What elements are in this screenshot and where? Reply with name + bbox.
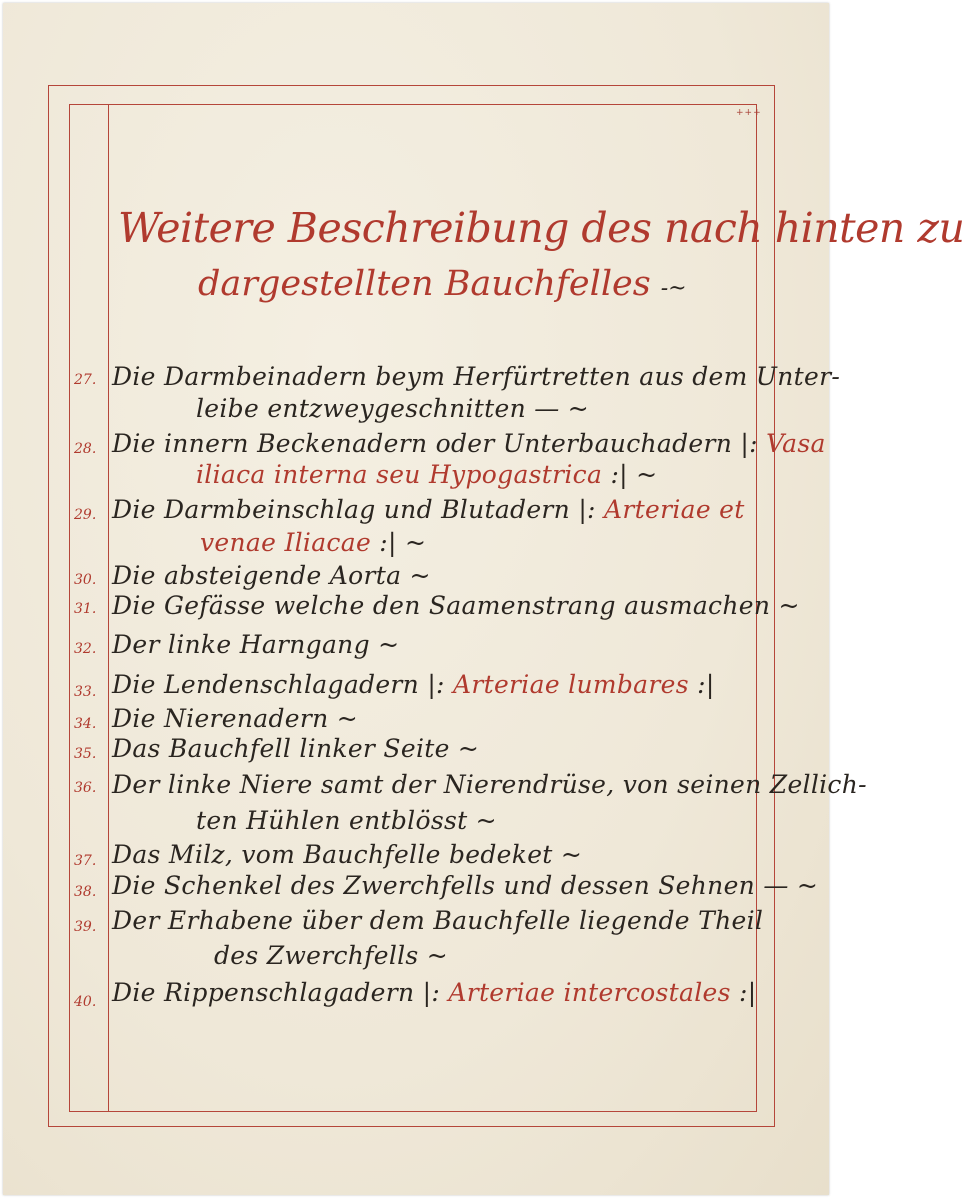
entry-text-continued [200, 528, 426, 557]
entry-text [112, 978, 756, 1007]
entry-text-continued: leibe entzweygeschnitten — ~ [196, 394, 590, 423]
entry-latin-text: Vasa [766, 429, 826, 458]
entry-latin-text: Arteriae et [604, 495, 745, 524]
entry-text-continued: ten Hühlen entblösst ~ [196, 806, 497, 835]
title-line-1: Weitere Beschreibung des nach hinten zu [118, 204, 964, 252]
entry-text: Der linke Harngang ~ [112, 630, 400, 659]
entry-latin-text: venae Iliacae [200, 528, 372, 557]
entry-text: Das Bauchfell linker Seite ~ [112, 734, 480, 763]
entry-german-text: Die Darmbeinschlag und Blutadern |: [112, 495, 596, 524]
entry-number: 40. [74, 994, 97, 1010]
entry-latin-text: iliaca interna seu Hypogastrica [196, 460, 603, 489]
entry-german-text: Die Rippenschlagadern |: [112, 978, 441, 1007]
entry-text: Die absteigende Aorta ~ [112, 561, 431, 590]
title-line-2-text: dargestellten Bauchfelles [198, 264, 651, 304]
entry-text: Die Schenkel des Zwerchfells und dessen Sehnen — ~ [112, 871, 819, 900]
entry-number: 27. [74, 372, 97, 388]
title-line-2 [198, 264, 687, 304]
entry-text [112, 429, 826, 458]
title-flourish: -~ [660, 276, 687, 301]
corner-mark: +++ [736, 108, 762, 118]
entry-number: 28. [74, 441, 97, 457]
entry-number: 38. [74, 884, 97, 900]
entry-latin-text: Arteriae lumbares [453, 670, 689, 699]
entry-latin-text: Arteriae intercostales [448, 978, 731, 1007]
entry-text: Das Milz, vom Bauchfelle bedeket ~ [112, 840, 583, 869]
entry-text-continued: des Zwerchfells ~ [214, 941, 449, 970]
entry-number: 29. [74, 507, 97, 523]
entry-german-text: Die Lendenschlagadern |: [112, 670, 445, 699]
entry-number: 36. [74, 780, 97, 796]
entry-text: Die Nierenadern ~ [112, 704, 359, 733]
entry-number: 34. [74, 716, 97, 732]
entry-text: Die Darmbeinadern beym Herfürtretten aus dem Unter- [112, 362, 841, 391]
entry-number: 31. [74, 601, 97, 617]
entry-text [112, 670, 715, 699]
entry-number: 32. [74, 641, 97, 657]
entry-number: 35. [74, 746, 97, 762]
entry-text-end: :| ~ [610, 460, 658, 489]
entry-text-end: :| ~ [379, 528, 427, 557]
entry-text-continued [196, 460, 657, 489]
entry-german-text: Die innern Beckenadern oder Unterbauchadern |: [112, 429, 758, 458]
entry-text-end: :| [738, 978, 757, 1007]
entry-text: Der Erhabene über dem Bauchfelle liegende Theil [112, 906, 764, 935]
entry-number: 39. [74, 919, 97, 935]
margin-rule [108, 104, 109, 1112]
entry-number: 33. [74, 684, 97, 700]
entry-text-end: :| [697, 670, 715, 699]
entry-text: Die Gefässe welche den Saamenstrang ausmachen ~ [112, 591, 800, 620]
entry-number: 37. [74, 853, 97, 869]
entry-text [112, 495, 745, 524]
entry-text: Der linke Niere samt der Nierendrüse, von seinen Zellich- [112, 770, 867, 799]
entry-number: 30. [74, 572, 97, 588]
